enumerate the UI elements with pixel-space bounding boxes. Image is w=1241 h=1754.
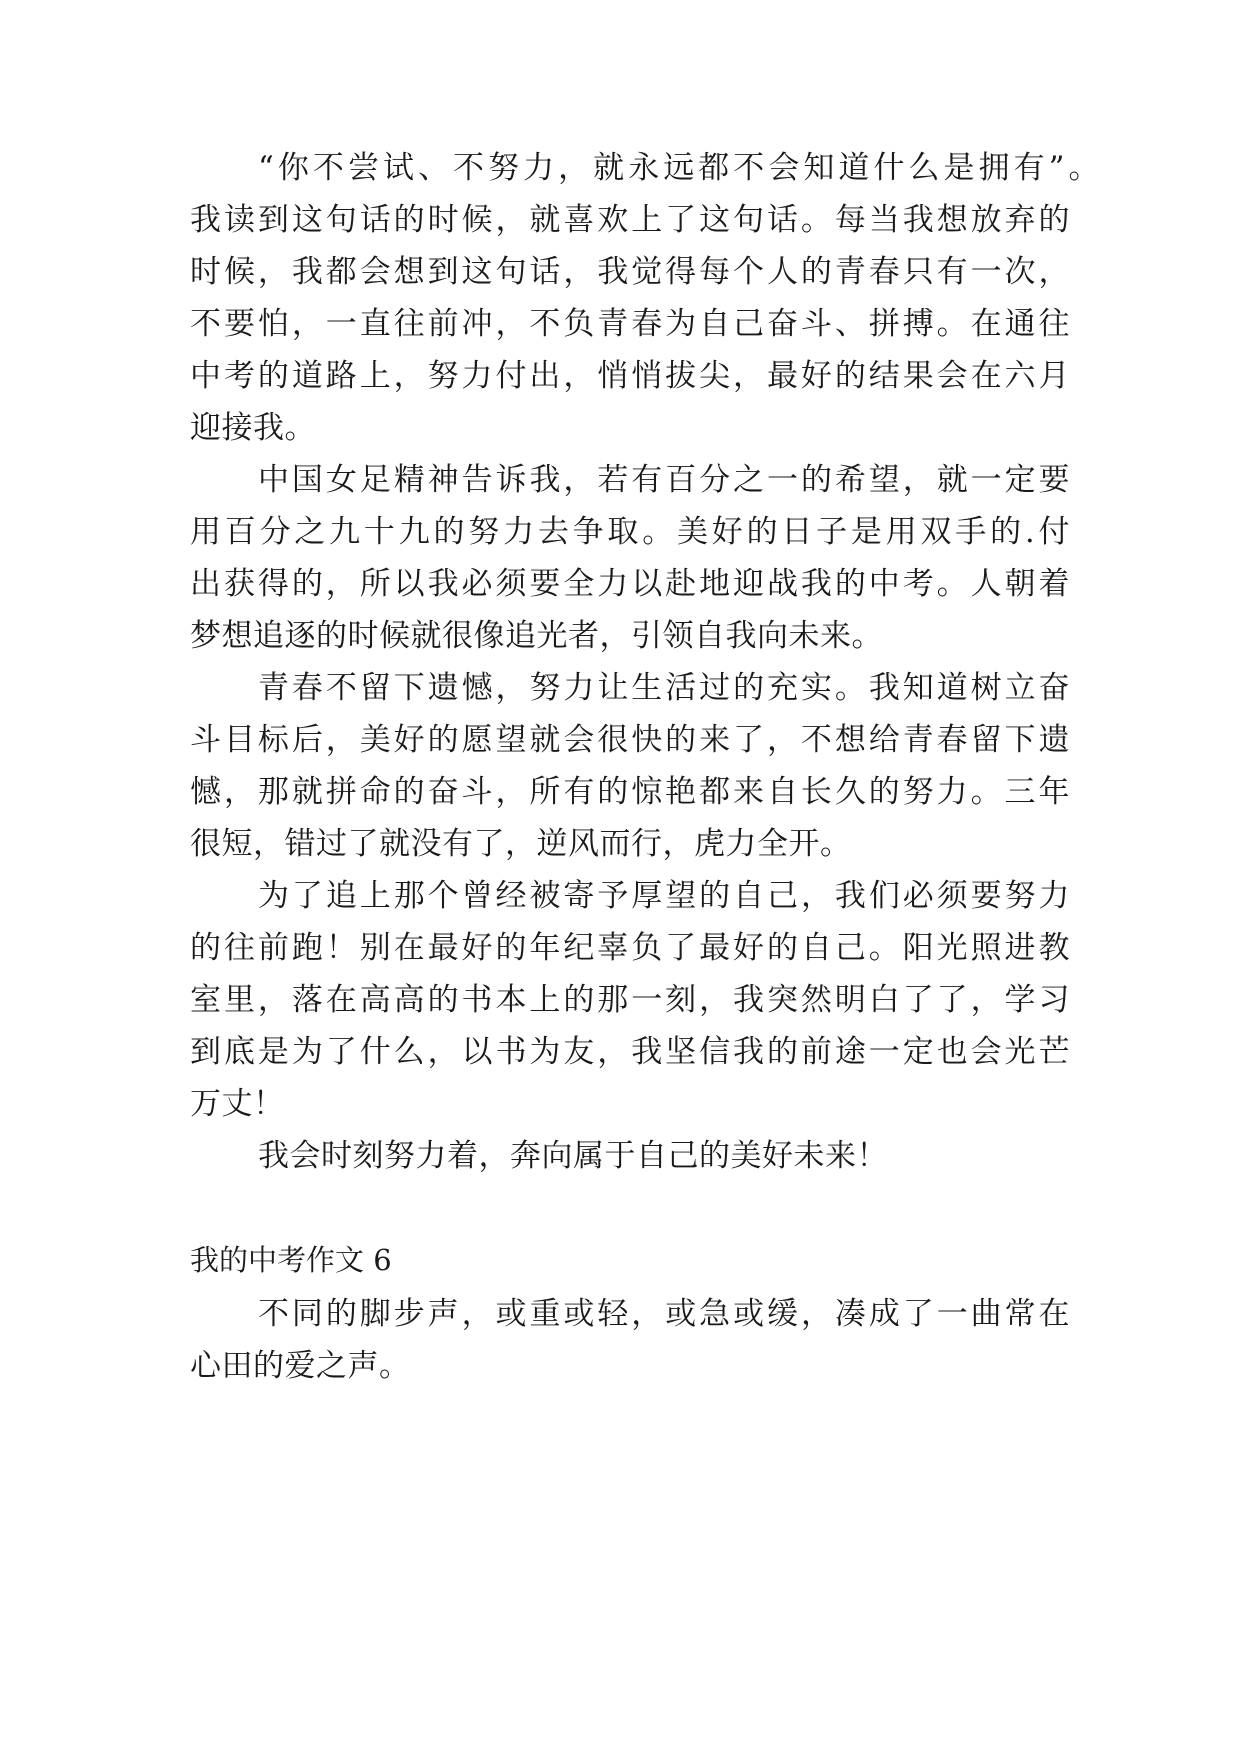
paragraph-3-line-1: 青春不留下遗憾，努力让生活过的充实。我知道树立奋 (258, 670, 1070, 706)
paragraph-4-line-5: 万丈！ (190, 1086, 285, 1122)
paragraph-2-line-3: 出获得的，所以我必须要全力以赴地迎战我的中考。人朝着 (190, 566, 1070, 602)
paragraph-5-line-1: 我会时刻努力着，奔向属于自己的美好未来！ (258, 1138, 888, 1174)
paragraph-1-line-3: 时候，我都会想到这句话，我觉得每个人的青春只有一次， (190, 254, 1070, 290)
paragraph-1-line-1: “你不尝试、不努力，就永远都不会知道什么是拥有”。 (258, 150, 1100, 186)
paragraph-1-line-5: 中考的道路上，努力付出，悄悄拔尖，最好的结果会在六月 (190, 358, 1070, 394)
section-paragraph-1-line-1: 不同的脚步声，或重或轻，或急或缓，凑成了一曲常在 (258, 1296, 1070, 1332)
section-paragraph-1-line-2: 心田的爱之声。 (190, 1348, 411, 1384)
paragraph-2-line-1: 中国女足精神告诉我，若有百分之一的希望，就一定要 (258, 462, 1070, 498)
paragraph-4-line-4: 到底是为了什么，以书为友，我坚信我的前途一定也会光芒 (190, 1034, 1070, 1070)
paragraph-4-line-3: 室里，落在高高的书本上的那一刻，我突然明白了了，学习 (190, 982, 1070, 1018)
paragraph-3-line-4: 很短，错过了就没有了，逆风而行，虎力全开。 (190, 826, 852, 862)
paragraph-2-line-2: 用百分之九十九的努力去争取。美好的日子是用双手的.付 (190, 514, 1070, 550)
paragraph-1-line-6: 迎接我。 (190, 410, 316, 446)
paragraph-2-line-4: 梦想追逐的时候就很像追光者，引领自我向未来。 (190, 618, 883, 654)
paragraph-3-line-3: 憾，那就拼命的奋斗，所有的惊艳都来自长久的努力。三年 (190, 774, 1070, 810)
paragraph-4-line-1: 为了追上那个曾经被寄予厚望的自己，我们必须要努力 (258, 878, 1070, 914)
paragraph-1-line-4: 不要怕，一直往前冲，不负青春为自己奋斗、拼搏。在通往 (190, 306, 1070, 342)
section-heading: 我的中考作文 6 (190, 1243, 392, 1277)
paragraph-1-line-2: 我读到这句话的时候，就喜欢上了这句话。每当我想放弃的 (190, 202, 1070, 238)
paragraph-3-line-2: 斗目标后，美好的愿望就会很快的来了，不想给青春留下遗 (190, 722, 1070, 758)
paragraph-4-line-2: 的往前跑！别在最好的年纪辜负了最好的自己。阳光照进教 (190, 930, 1070, 966)
